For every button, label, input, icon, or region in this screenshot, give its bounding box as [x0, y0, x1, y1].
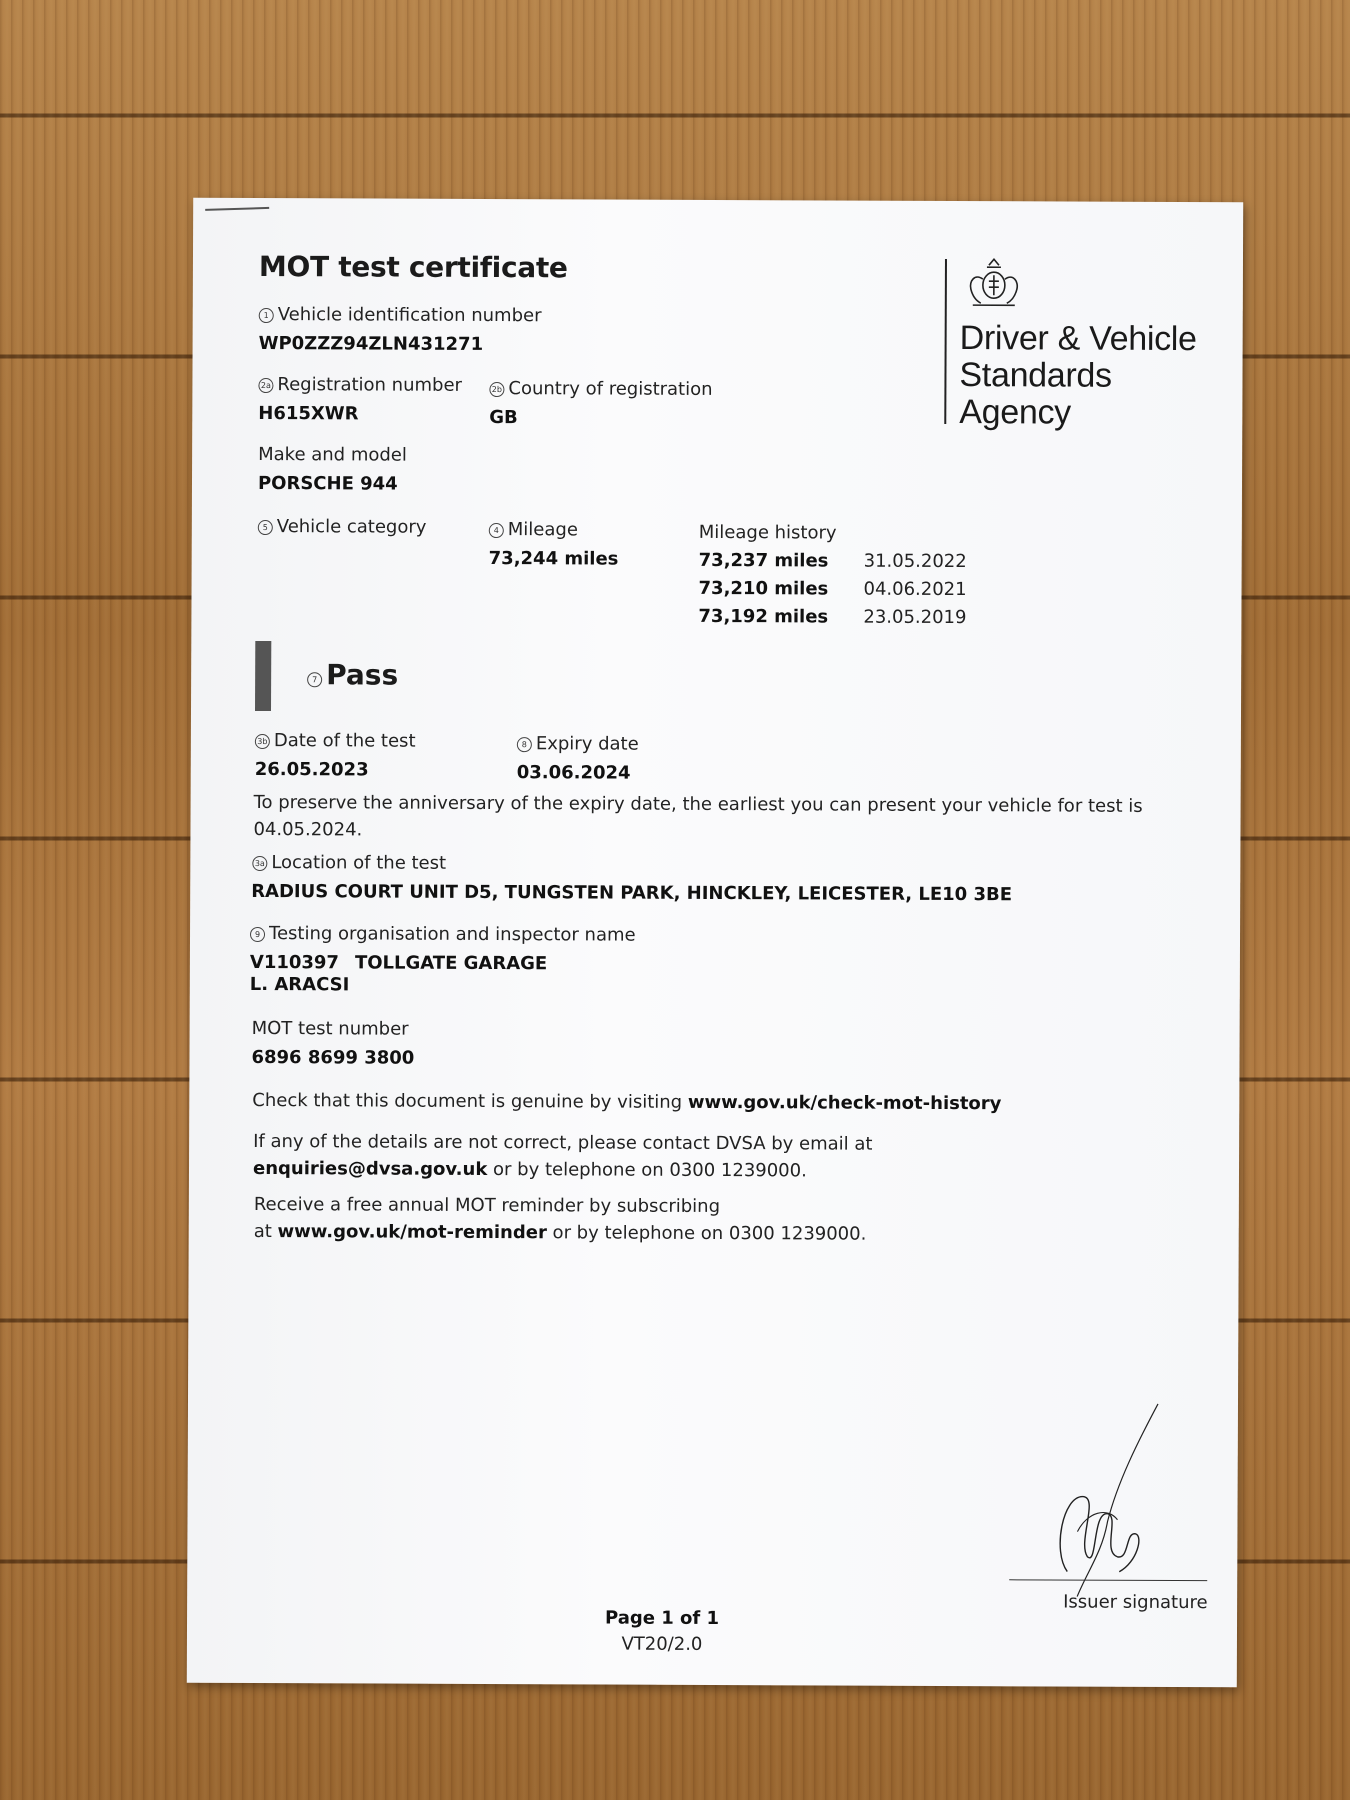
location-number-icon: 3a	[252, 856, 267, 871]
document-title: MOT test certificate	[258, 250, 568, 285]
make-model-label: Make and model	[258, 444, 407, 466]
category-label: 5 Vehicle category	[258, 516, 427, 538]
dvsa-email-link[interactable]: enquiries@dvsa.gov.uk	[252, 1157, 488, 1181]
vin-number-icon: 1	[259, 308, 274, 323]
make-model-value: PORSCHE 944	[257, 473, 398, 495]
result	[307, 658, 398, 691]
mileage-value: 73,244 miles	[488, 548, 619, 570]
corner-mark	[205, 207, 269, 211]
registration-number-icon: 2a	[258, 378, 273, 393]
royal-crest-icon	[963, 257, 1025, 315]
contact-note-line-1: If any of the details are not correct, please contact DVSA by email at	[253, 1130, 873, 1155]
location-label: 3a Location of the test	[252, 852, 446, 874]
organisation-label: 9 Testing organisation and inspector name	[250, 923, 636, 946]
mileage-history-date-3: 23.05.2019	[863, 606, 967, 629]
location-value: RADIUS COURT UNIT D5, TUNGSTEN PARK, HINCKLEY, LEICESTER, LE10 3BE	[251, 880, 1013, 906]
agency-divider	[944, 259, 947, 424]
reminder-note-line-2: at www.gov.uk/mot-reminder or by telephone on 0300 1239000.	[253, 1220, 867, 1245]
test-number-value: 6896 8699 3800	[251, 1046, 415, 1069]
result-number-icon: 7	[307, 672, 322, 687]
expiry-date-number-icon: 8	[517, 737, 532, 752]
test-date-label: 3b Date of the test	[255, 730, 416, 752]
issuer-signature-drawing	[1047, 1401, 1168, 1606]
vin-value: WP0ZZZ94ZLN431271	[258, 333, 484, 355]
vin-label: 1 Vehicle identification number	[259, 304, 542, 326]
agency-line-1: Driver & Vehicle	[959, 319, 1197, 359]
organisation-number-icon: 9	[250, 927, 265, 942]
mileage-history-date-2: 04.06.2021	[863, 578, 967, 601]
inspector-name: L. ARACSI	[249, 973, 350, 996]
organisation-name: TOLLGATE GARAGE	[354, 952, 548, 975]
mileage-label: 4 Mileage	[489, 519, 578, 540]
anniversary-note-line-1: To preserve the anniversary of the expiry date, the earliest you can present your vehicle for test is	[253, 791, 1143, 817]
mileage-history-date-1: 31.05.2022	[863, 550, 967, 573]
country-value: GB	[489, 407, 518, 429]
mileage-history-miles-2: 73,210 miles	[698, 577, 829, 600]
check-note: Check that this document is genuine by visiting www.gov.uk/check-mot-history	[252, 1089, 1002, 1115]
reminder-note-line-1: Receive a free annual MOT reminder by subscribing	[253, 1193, 721, 1218]
agency-line-2: Standards	[959, 356, 1112, 395]
test-number-label: MOT test number	[251, 1017, 409, 1040]
expiry-date-value: 03.06.2024	[516, 762, 631, 784]
mot-reminder-link[interactable]: www.gov.uk/mot-reminder	[277, 1221, 547, 1244]
mileage-number-icon: 4	[489, 523, 504, 538]
form-code: VT20/2.0	[621, 1633, 703, 1655]
registration-label: 2a Registration number	[258, 374, 462, 396]
contact-note-line-2: enquiries@dvsa.gov.uk or by telephone on 0300 1239000.	[252, 1157, 807, 1182]
signature-label: Issuer signature	[1063, 1591, 1208, 1614]
result-bar	[255, 641, 271, 711]
certificate-paper	[187, 198, 1243, 1688]
agency-line-3: Agency	[959, 393, 1072, 432]
category-number-icon: 5	[258, 520, 273, 535]
country-number-icon: 2b	[489, 382, 504, 397]
check-mot-history-link[interactable]: www.gov.uk/check-mot-history	[687, 1091, 1002, 1115]
mileage-history-miles-3: 73,192 miles	[698, 605, 829, 628]
registration-value: H615XWR	[258, 403, 359, 425]
result-value: Pass	[326, 658, 399, 692]
page-indicator: Page 1 of 1	[605, 1607, 720, 1630]
organisation-id: V110397	[249, 951, 340, 974]
expiry-date-label: 8 Expiry date	[517, 733, 639, 755]
country-label: 2b Country of registration	[489, 378, 712, 400]
anniversary-note-line-2: 04.05.2024.	[253, 818, 363, 841]
mileage-history-miles-1: 73,237 miles	[698, 549, 829, 572]
test-date-value: 26.05.2023	[254, 758, 369, 781]
mileage-history-label: Mileage history	[698, 521, 837, 544]
organisation-value	[250, 952, 547, 974]
test-date-number-icon: 3b	[255, 734, 270, 749]
